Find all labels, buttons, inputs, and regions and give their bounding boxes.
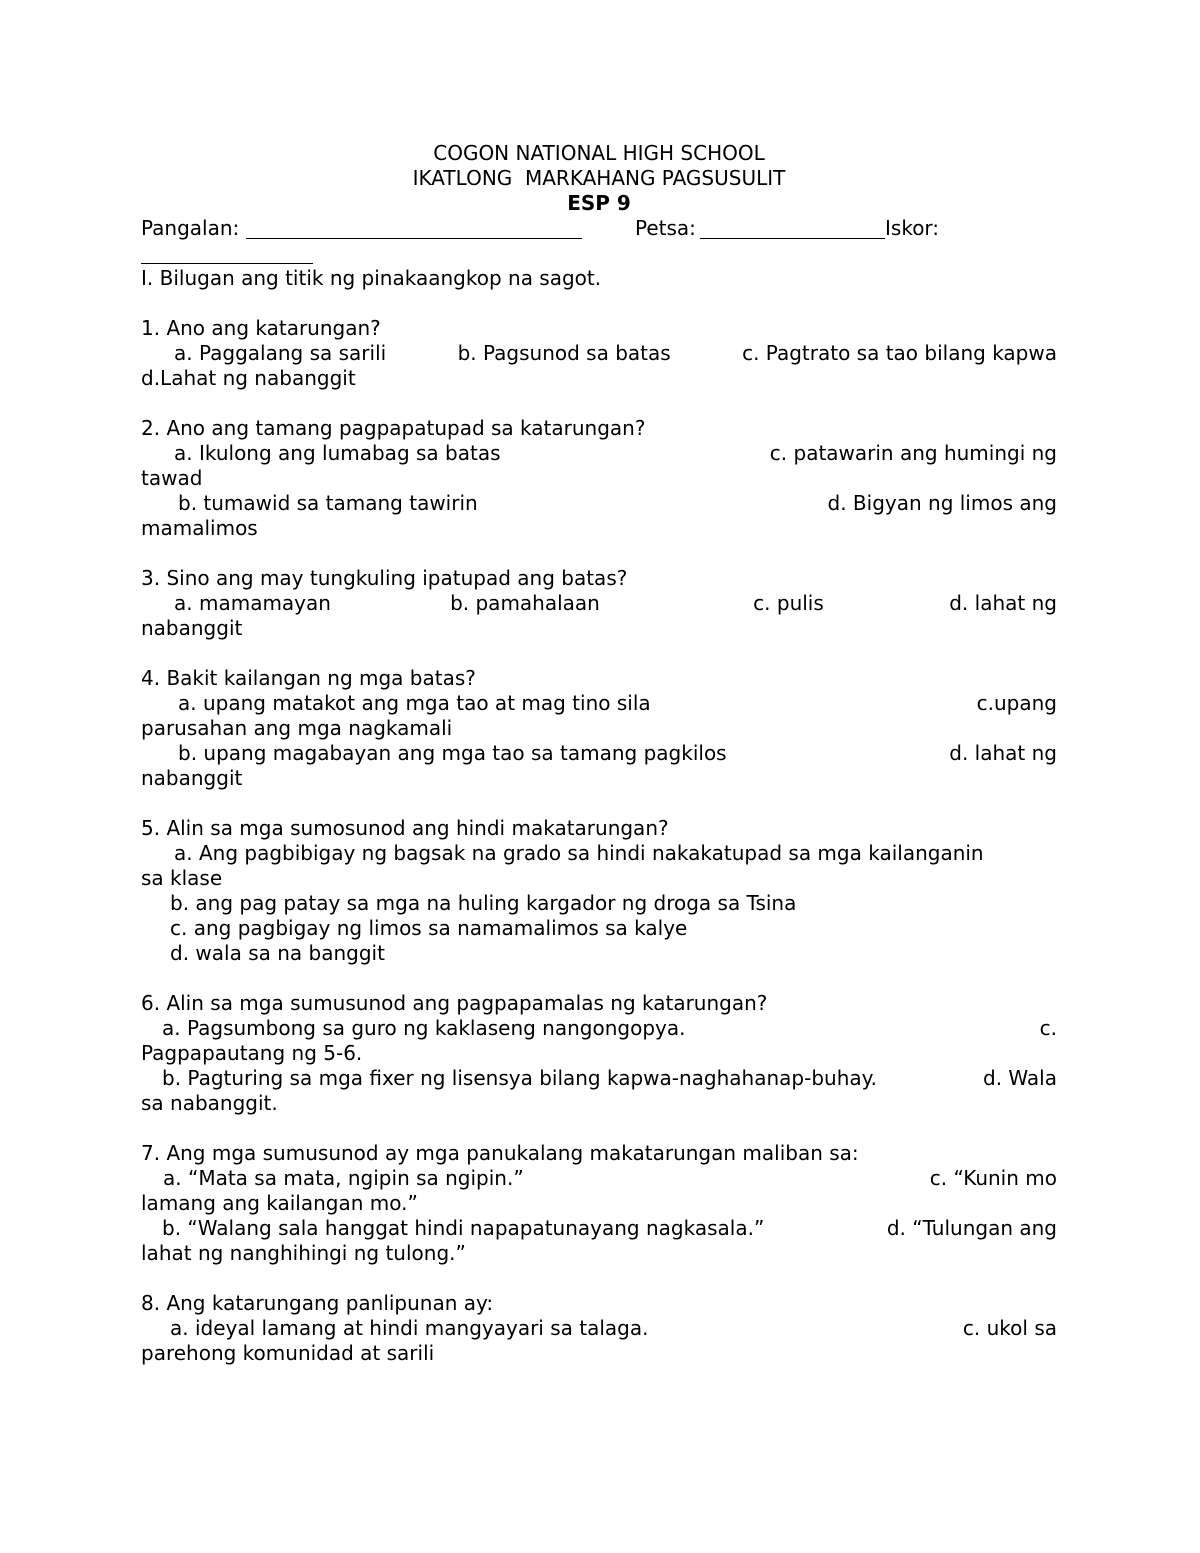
option-c-continued: lamang ang kailangan mo.” [141, 1191, 418, 1215]
question-stem: 8. Ang katarungang panlipunan ay: [141, 1291, 494, 1315]
option-d[interactable]: d. “Tulungan ang [886, 1216, 1057, 1240]
question-stem: 5. Alin sa mga sumosunod ang hindi makatarungan? [141, 816, 669, 840]
option-a[interactable]: a. upang matakot ang mga tao at mag tino sila [178, 691, 651, 715]
options-row [141, 341, 1057, 366]
option-c[interactable]: c. ang pagbigay ng limos sa namamalimos sa kalye [170, 916, 688, 940]
question-1 [141, 316, 1057, 391]
question-4 [141, 666, 1057, 791]
instruction: I. Bilugan ang titik ng pinakaangkop na sagot. [141, 266, 602, 290]
exam-title: IKATLONG MARKAHANG PAGSUSULIT [412, 166, 786, 190]
name-blank[interactable] [246, 238, 582, 239]
option-a[interactable]: a. ideyal lamang at hindi mangyayari sa talaga. [170, 1316, 649, 1340]
options-row [141, 1166, 1057, 1191]
option-c[interactable]: c. Pagtrato sa tao bilang kapwa [742, 341, 1057, 365]
option-d[interactable]: d. lahat ng [949, 591, 1057, 615]
question-stem: 1. Ano ang katarungan? [141, 316, 381, 340]
option-c[interactable]: c. patawarin ang humingi ng [769, 441, 1057, 465]
options-row [141, 1216, 1057, 1241]
option-d-continued: nabanggit [141, 616, 243, 640]
option-a[interactable]: a. Ang pagbibigay ng bagsak na grado sa hindi nakakatupad sa mga kailanganin [174, 841, 984, 865]
option-c-continued: parehong komunidad at sarili [141, 1341, 435, 1365]
option-c[interactable]: c. “Kunin mo [929, 1166, 1057, 1190]
option-c-continued: tawad [141, 466, 203, 490]
option-d-continued: nabanggit [141, 766, 243, 790]
question-8 [141, 1291, 1057, 1366]
school-name: COGON NATIONAL HIGH SCHOOL [433, 141, 765, 165]
option-d-continued: sa nabanggit. [141, 1091, 278, 1115]
option-d[interactable]: d. lahat ng [949, 741, 1057, 765]
question-3 [141, 566, 1057, 641]
question-stem: 2. Ano ang tamang pagpapatupad sa katarungan? [141, 416, 646, 440]
option-c[interactable]: c. ukol sa [962, 1316, 1057, 1340]
option-c[interactable]: c.upang [976, 691, 1057, 715]
options-row [141, 1016, 1057, 1041]
question-5 [141, 816, 1057, 966]
question-stem: 6. Alin sa mga sumusunod ang pagpapamalas ng katarungan? [141, 991, 768, 1015]
option-d-continued: lahat ng nanghihingi ng tulong.” [141, 1241, 466, 1265]
date-label: Petsa: [635, 216, 696, 240]
question-2 [141, 416, 1057, 541]
option-a[interactable]: a. “Mata sa mata, ngipin sa ngipin.” [163, 1166, 524, 1190]
option-c[interactable]: c. [1039, 1016, 1057, 1040]
options-row [141, 441, 1057, 466]
date-blank[interactable] [700, 238, 885, 239]
option-d[interactable]: d. Wala [983, 1066, 1057, 1090]
option-a[interactable]: a. Paggalang sa sarili [174, 341, 387, 365]
option-b[interactable]: b. upang magabayan ang mga tao sa tamang pagkilos [178, 741, 727, 765]
score-label: Iskor: [885, 216, 940, 240]
option-d[interactable]: d. Bigyan ng limos ang [827, 491, 1057, 515]
question-stem: 7. Ang mga sumusunod ay mga panukalang makatarungan maliban sa: [141, 1141, 859, 1165]
question-stem: 3. Sino ang may tungkuling ipatupad ang batas? [141, 566, 628, 590]
option-a-continued: sa klase [141, 866, 223, 890]
option-b[interactable]: b. “Walang sala hanggat hindi napapatunayang nagkasala.” [162, 1216, 765, 1240]
student-info-fields [141, 216, 1057, 266]
subject-title: ESP 9 [567, 191, 631, 215]
question-6 [141, 991, 1057, 1116]
options-row [141, 491, 1057, 516]
option-b[interactable]: b. tumawid sa tamang tawirin [178, 491, 478, 515]
option-c[interactable]: c. pulis [753, 591, 824, 615]
option-a[interactable]: a. Ikulong ang lumabag sa batas [174, 441, 501, 465]
option-b[interactable]: b. pamahalaan [450, 591, 600, 615]
option-d[interactable]: d.Lahat ng nabanggit [141, 366, 356, 390]
options-row [141, 1066, 1057, 1091]
question-7 [141, 1141, 1057, 1266]
score-blank[interactable] [141, 263, 313, 264]
option-c-continued: parusahan ang mga nagkamali [141, 716, 453, 740]
option-b[interactable]: b. Pagsunod sa batas [457, 341, 671, 365]
option-d[interactable]: d. wala sa na banggit [170, 941, 385, 965]
option-a[interactable]: a. mamamayan [174, 591, 331, 615]
options-row [141, 591, 1057, 616]
option-b[interactable]: b. ang pag patay sa mga na huling kargador ng droga sa Tsina [170, 891, 797, 915]
name-label: Pangalan: [141, 216, 240, 240]
option-b[interactable]: b. Pagturing sa mga fixer ng lisensya bilang kapwa-naghahanap-buhay. [162, 1066, 877, 1090]
options-row [141, 741, 1057, 766]
options-row [141, 691, 1057, 716]
option-a[interactable]: a. Pagsumbong sa guro ng kaklaseng nangongopya. [162, 1016, 686, 1040]
question-stem: 4. Bakit kailangan ng mga batas? [141, 666, 476, 690]
option-c-continued: Pagpapautang ng 5-6. [141, 1041, 363, 1065]
option-d-continued: mamalimos [141, 516, 258, 540]
options-row [141, 1316, 1057, 1341]
exam-page [141, 141, 1057, 1366]
